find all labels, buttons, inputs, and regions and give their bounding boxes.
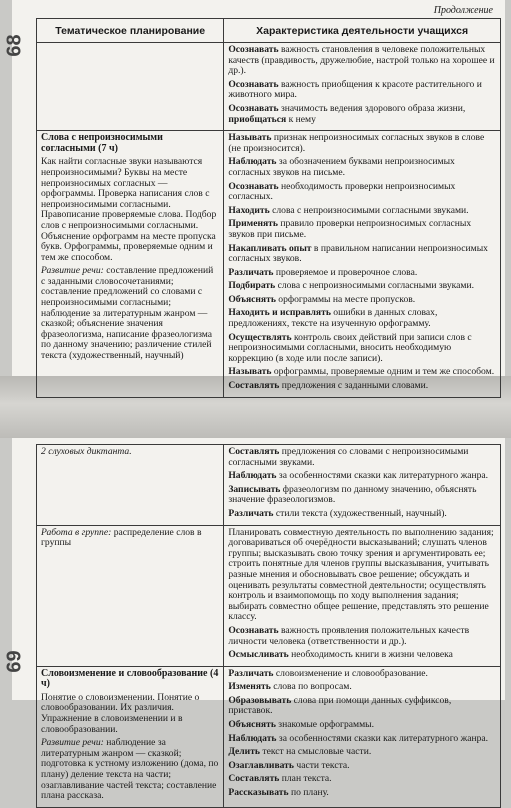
row4-left-cell: Работа в группе: распределение слов в группы xyxy=(37,525,224,666)
topic-title: Слова с непроизносимыми согласными (7 ч) xyxy=(41,132,163,154)
row3-right-cell: Составлять предложения со словами с непроизносимыми согласными звуками. Наблюдать за особенностями сказки как литературного жанра. Записывать фразеологизм по данному значению, объяснять значение фразеологизмов. Различать стили текста (художественный, научный). xyxy=(224,445,501,526)
row1-left-cell xyxy=(37,43,224,131)
page-number-68: 68 xyxy=(3,34,26,57)
row1-right-cell: Осознавать важность становления в человеке положительных качеств (правдивость, дружелюбие, настрой только на хорошее и др.). Осознавать важность приобщения к красоте растительного и животного мира. Осознавать значимость ведения здорового образа жизни, приобщаться к нему xyxy=(224,43,501,131)
page-68 xyxy=(12,0,505,392)
planning-table-top xyxy=(36,18,501,398)
page-number-69: 69 xyxy=(3,650,26,673)
table-row xyxy=(37,131,501,397)
table-row xyxy=(37,666,501,807)
row5-right-cell: Различать словоизменение и словообразование. Изменять слова по вопросам. Образовывать слова при помощи данных суффиксов, приставок. Объяснять знакомые орфограммы. Наблюдать за особенностями сказки как литературного жанра. Делить текст на смысловые части. Озаглавливать части текста. Составлять план текста. Рассказывать по плану. xyxy=(224,666,501,807)
header-activity-characteristic: Характеристика деятельности учащихся xyxy=(224,19,501,43)
row5-left-cell: Словоизменение и словообразование (4 ч) Понятие о словоизменении. Понятие о словообразовании. Их различия. Упражнение в словоизменении и в словообразовании. Развитие речи: наблюдение за литературным жанром — сказкой; подготовка к устному изложению (дома, по плану) деление текста на части; озаглавливание частей текста; составление плана рассказа. xyxy=(37,666,224,807)
row4-right-cell: Планировать совместную деятельность по выполнению задания; договариваться об очерёдности высказываний; слушать членов группы; высказывать свою точку зрения и аргументировать ее; строить понятные для членов группы высказывания, учитывать разные мнения и обосновывать свое решение; обсуждать и оценивать результаты совместной деятельности; осуществлять контроль и взаимопомощь по ходу выполнения задания; выбирать совместно общее решение, представлять это решение классу. Осознавать важность проявления положительных качеств личности человека (ответственности и др.). Осмысливать необходимость книги в жизни человека xyxy=(224,525,501,666)
planning-table-bottom xyxy=(36,444,501,808)
continuation-label: Продолжение xyxy=(433,5,493,16)
table-row xyxy=(37,525,501,666)
row2-right-cell: Называть признак непроизносимых согласных звуков в слове (не произносится). Наблюдать за обозначением буквами непроизносимых согласных звуков на письме. Осознавать необходимость проверки непроизносимых согласных. Находить слова с непроизносимыми согласными звуками. Применять правило проверки непроизносимых согласных звуков при письме. Накапливать опыт в правильном написании непроизносимых согласных звуков. Различать проверяемое и проверочное слова. Подбирать слова с непроизносимыми согласными звуками. Объяснять орфограммы на месте пропусков. Находить и исправлять ошибки в данных словах, предложениях, тексте на изученную орфограмму. Осуществлять контроль своих действий при записи слов с непроизносимыми согласными, вносить необходимую коррекцию (в ходе или после записи). Называть орфограммы, проверяемые одним и тем же способом. Составлять предложения с заданными словами. xyxy=(224,131,501,397)
topic-title: Словоизменение и словообразование (4 ч) xyxy=(41,667,219,690)
header-thematic-planning: Тематическое планирование xyxy=(37,19,224,43)
row2-left-cell: Слова с непроизносимыми согласными (7 ч) Как найти согласные звуки называются непроизносимыми? Буквы на месте непроизносимых согласных — орфограммы. Проверка написания слов с непроизносимыми согласными. Правописание проверяемые слова. Подбор слов с непроизносимыми согласными. Объяснение орфограмм на месте пропуска букв. Орфограммы, проверяемые одним и тем же способом. Развитие речи: составление предложений с заданными словосочетаниями; составление предложений со словами с непроизносимыми согласными; наблюдение за литературным жанром — сказкой; объяснение значения фразеологизма, написание фразеологизма по данному значению; различение стилей текста (художественный, научный) xyxy=(37,131,224,397)
table-row xyxy=(37,445,501,526)
page-69 xyxy=(12,438,505,802)
table-row xyxy=(37,43,501,131)
row3-left-cell: 2 слуховых диктанта. xyxy=(37,445,224,526)
